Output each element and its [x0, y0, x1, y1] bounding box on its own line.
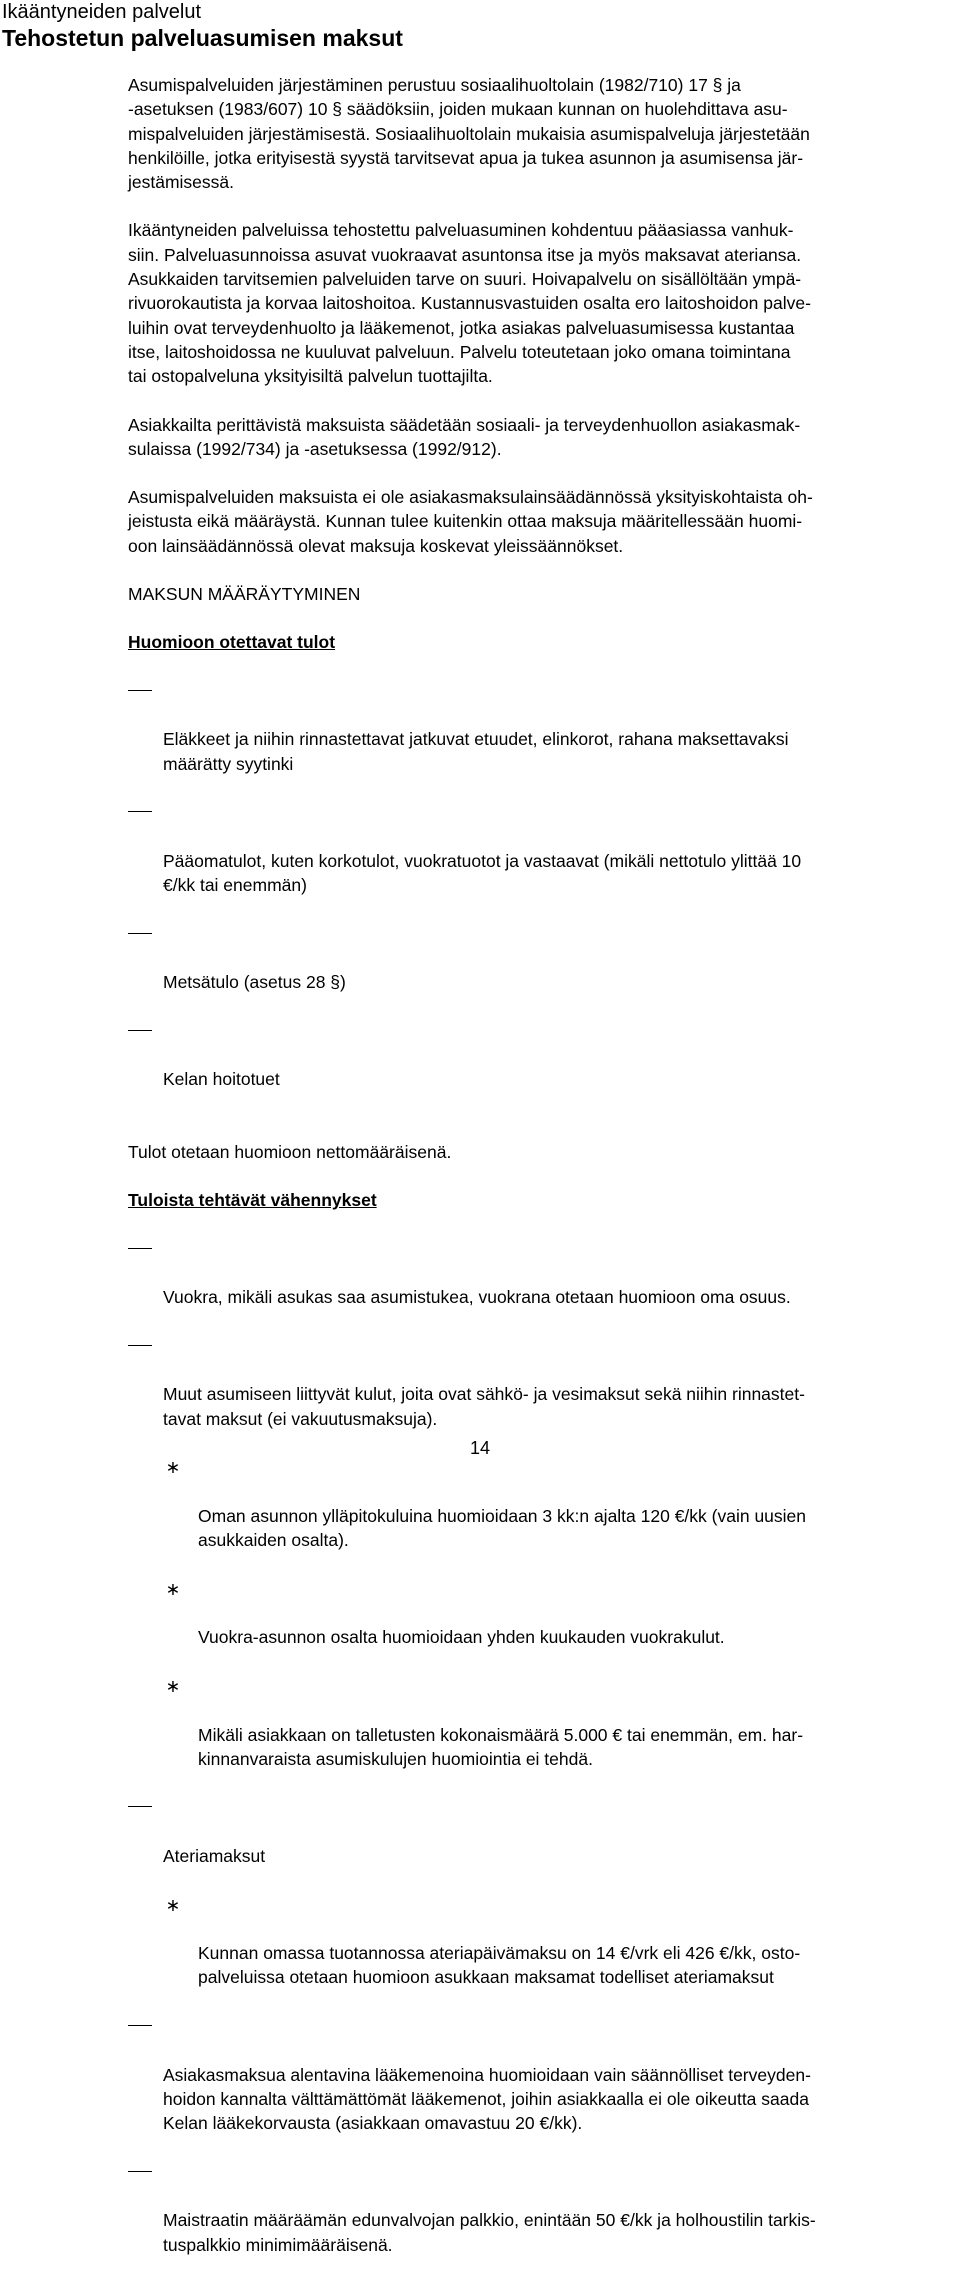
- dash-bullet-icon: [128, 811, 152, 812]
- asterisk-bullet-icon: ∗: [165, 1675, 181, 1696]
- list-item-text: Muut asumiseen liittyvät kulut, joita ovat sähkö- ja vesimaksut sekä niihin rinnastet- tavat maksut (ei vakuutusmaksuja).: [163, 1384, 805, 1429]
- sub-list-item-text: Vuokra-asunnon osalta huomioidaan yhden kuukauden vuokrakulut.: [198, 1627, 725, 1648]
- dash-bullet-icon: [128, 690, 152, 691]
- page-title: Tehostetun palveluasumisen maksut: [2, 25, 403, 51]
- sub-list-item-text: Kunnan omassa tuotannossa ateriapäivämaksu on 14 €/vrk eli 426 €/kk, osto- palveluissa otetaan huomioon asukkaan maksamat todelliset ateriamaksut: [198, 1943, 801, 1988]
- list-item: [128, 1795, 956, 1892]
- sub-list-item: [128, 1893, 956, 2014]
- list-item: [128, 2160, 956, 2281]
- list-item-text: Ateriamaksut: [163, 1846, 266, 1866]
- deductions-heading: Tuloista tehtävät vähennykset: [128, 1190, 377, 1211]
- list-item: [128, 922, 956, 1019]
- list-item-text: Metsätulo (asetus 28 §): [163, 972, 346, 993]
- page-number: 14: [469, 1438, 491, 1458]
- income-note: Tulot otetaan huomioon nettomääräisenä.: [128, 1141, 452, 1162]
- sub-list-item-text: Oman asunnon ylläpitokuluina huomioidaan 3 kk:n ajalta 120 €/kk (vain uusien asukkaiden osalta).: [198, 1505, 807, 1551]
- dash-bullet-icon: [128, 2171, 152, 2172]
- list-item-text: Eläkkeet ja niihin rinnastettavat jatkuvat etuudet, elinkorot, rahana maksettavaksi määrätty syytinki: [163, 729, 789, 774]
- income-heading: Huomioon otettavat tulot: [128, 632, 336, 653]
- paragraph: Asumispalveluiden maksuista ei ole asiakasmaksulainsäädännössä yksityiskohtaista oh- jeistusta eikä määräystä. Kunnan tulee kuitenkin ottaa maksuja määritellessään huomi- oon lainsäädännössä olevat maksuja koskevat yleissäännökset.: [128, 487, 813, 556]
- asterisk-bullet-icon: ∗: [165, 1457, 181, 1478]
- list-item-text: Pääomatulot, kuten korkotulot, vuokratuotot ja vastaavat (mikäli nettotulo ylittää 10 €/kk tai enemmän): [163, 850, 802, 896]
- list-item-text: Maistraatin määräämän edunvalvojan palkkio, enintään 50 €/kk ja holhoustilin tarkis- tuspalkkio minimimääräisenä.: [163, 2210, 816, 2255]
- asterisk-bullet-icon: ∗: [165, 1894, 181, 1915]
- list-item-text: Kelan hoitotuet: [163, 1069, 280, 1090]
- dash-bullet-icon: [128, 1806, 152, 1807]
- sub-list-item: [128, 1674, 956, 1795]
- list-item: [128, 679, 956, 800]
- list-item: [128, 800, 956, 921]
- section-label: Ikääntyneiden palvelut: [2, 1, 202, 23]
- list-item: [128, 1019, 956, 1116]
- sub-list-item: [128, 1577, 956, 1674]
- dash-bullet-icon: [128, 933, 152, 934]
- list-item-text: Vuokra, mikäli asukas saa asumistukea, vuokrana otetaan huomioon oma osuus.: [163, 1287, 791, 1308]
- paragraph: Asumispalveluiden järjestäminen perustuu sosiaalihuoltolain (1982/710) 17 § ja -asetuksen (1983/607) 10 § säädöksiin, joiden mukaan kunnan on huolehdittava asu- mispalveluiden järjestämisestä. Sosiaalihuoltolain mukaisia asumispalveluja järjestetään henkilöille, jotka erityisestä syystä tarvitsevat apua ja tukea asunnon ja asumisensa jär- jestämisessä.: [128, 75, 810, 193]
- page-header: [2, 0, 403, 52]
- paragraph: Asiakkailta perittävistä maksuista säädetään sosiaali- ja terveydenhuollon asiakasmak- sulaissa (1992/734) ja -asetuksessa (1992/912).: [128, 414, 801, 459]
- dash-bullet-icon: [128, 2025, 152, 2026]
- dash-bullet-icon: [128, 1248, 152, 1249]
- asterisk-bullet-icon: ∗: [165, 1578, 181, 1599]
- dash-bullet-icon: [128, 1345, 152, 1346]
- sub-list-item: [128, 1455, 956, 1576]
- list-item: [128, 1237, 956, 1334]
- dash-bullet-icon: [128, 1030, 152, 1031]
- sub-list-item-text: Mikäli asiakkaan on talletusten kokonaismäärä 5.000 € tai enemmän, em. har- kinnanvaraista asumiskulujen huomiointia ei tehdä.: [198, 1724, 804, 1769]
- paragraph: Ikääntyneiden palveluissa tehostettu palveluasuminen kohdentuu pääasiassa vanhuk- siin. Palveluasunnoissa asuvat vuokraavat asuntonsa itse ja myös maksavat ateriansa. Asukkaiden tarvitsemien palveluiden tarve on suuri. Hoivapalvelu on sisällöltään ympä- rivuorokautista ja korvaa laitoshoitoa. Kustannusvastuiden osalta ero laitoshoidon palve- luihin ovat terveydenhuolto ja lääkemenot, jotka asiakas palveluasumisessa kustantaa itse, laitoshoidossa ne kuuluvat palveluun. Palvelu toteutetaan joko omana toimintana tai ostopalveluna yksityisiltä palvelun tuottajilta.: [128, 220, 811, 387]
- list-item: [128, 2014, 956, 2160]
- list-item-text: Asiakasmaksua alentavina lääkemenoina huomioidaan vain säännölliset terveyden- hoidon kannalta välttämättömät lääkemenot, joihin asiakkaalla ei ole oikeutta saada Kelan lääkekorvausta (asiakkaan omavastuu 20 €/kk).: [163, 2064, 811, 2134]
- deductions-list: [128, 1237, 956, 2281]
- income-list: [128, 679, 956, 1116]
- document-body: [128, 73, 956, 2281]
- section-heading: MAKSUN MÄÄRÄYTYMINEN: [128, 584, 361, 605]
